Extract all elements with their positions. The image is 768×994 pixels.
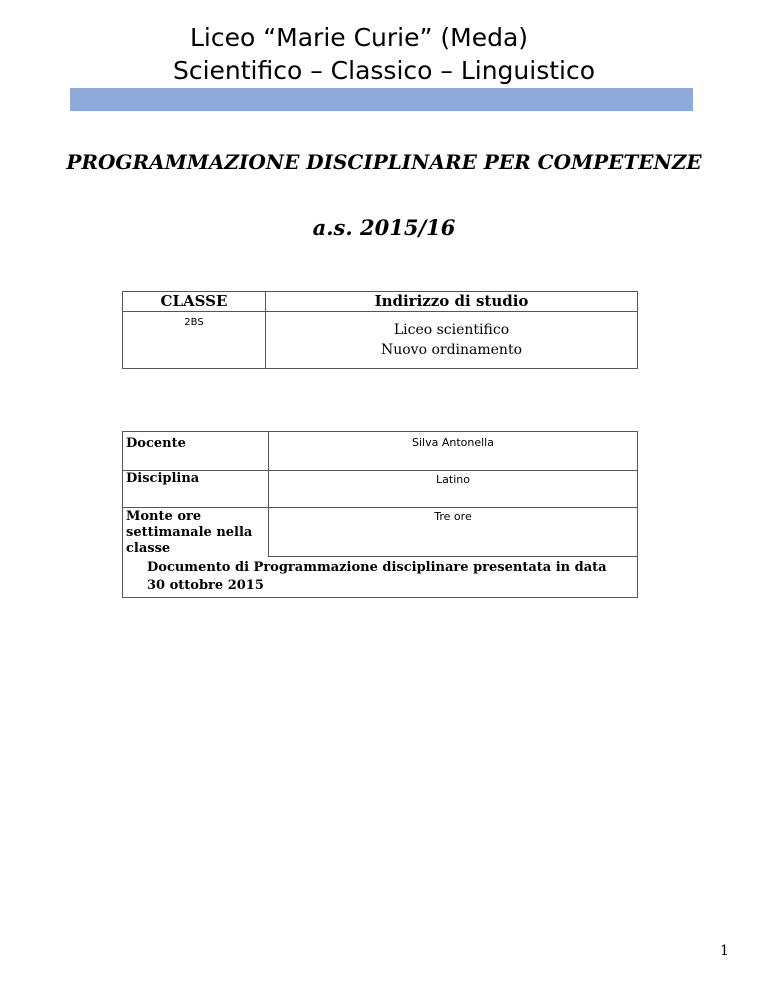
disciplina-label: Disciplina <box>123 471 269 508</box>
school-name: Liceo “Marie Curie” (Meda) <box>189 23 529 52</box>
address-value <box>266 312 638 369</box>
school-tracks: Scientifico – Classico – Linguistico <box>172 56 596 85</box>
disciplina-value: Latino <box>269 471 638 508</box>
monte-ore-value: Tre ore <box>269 508 638 557</box>
monte-ore-label: Monte ore settimanale nella classe <box>123 508 269 557</box>
class-table <box>122 291 638 369</box>
header-band <box>70 88 693 111</box>
docente-value: Silva Antonella <box>269 432 638 471</box>
info-table <box>122 431 638 598</box>
school-year: a.s. 2015/16 <box>312 215 456 240</box>
class-value: 2BS <box>123 312 266 369</box>
class-header: CLASSE <box>123 292 266 312</box>
document-title: PROGRAMMAZIONE DISCIPLINARE PER COMPETENZE <box>66 150 702 174</box>
docente-label: Docente <box>123 432 269 471</box>
address-line2: Nuovo ordinamento <box>380 342 523 358</box>
address-header: Indirizzo di studio <box>266 292 638 312</box>
document-note: Documento di Programmazione disciplinare presentata in data 30 ottobre 2015 <box>123 557 638 598</box>
page-number: 1 <box>720 943 729 959</box>
address-line1: Liceo scientifico <box>393 322 510 338</box>
